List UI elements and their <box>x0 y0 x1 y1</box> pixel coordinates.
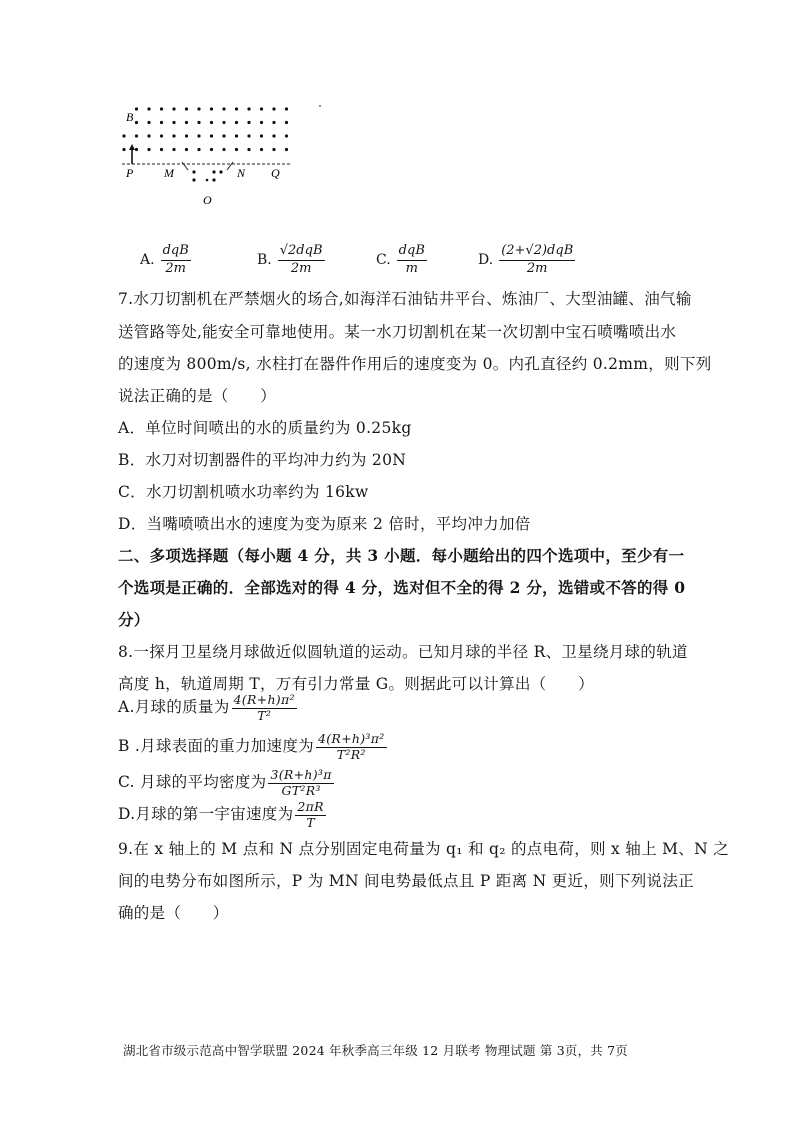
fraction-denominator: 2m <box>290 260 312 276</box>
field-dot <box>235 134 238 137</box>
fraction-numerator: (2+√2)dqB <box>499 244 575 261</box>
field-dot <box>260 148 263 151</box>
field-dot <box>285 148 288 151</box>
o-point-dot <box>206 179 209 182</box>
q8-option-a <box>118 693 297 723</box>
field-dot <box>210 134 213 137</box>
field-dot <box>285 107 288 110</box>
field-dot <box>192 178 195 181</box>
q7-option-d: D．当嘴喷喷出水的速度为变为原来 2 倍时，平均冲力加倍 <box>118 515 531 533</box>
option-letter: B. <box>257 252 272 269</box>
field-diagram <box>110 100 340 215</box>
formula-numerator: 4(R+h)³π² <box>317 731 385 746</box>
fraction-numerator: dqB <box>397 244 427 261</box>
field-dot <box>235 148 238 151</box>
field-dot <box>222 107 225 110</box>
formula-denominator: T²R² <box>336 746 366 762</box>
q7-stem-line-4: 说法正确的是（ ） <box>118 387 277 405</box>
q9-stem-line-3: 确的是（ ） <box>118 904 229 922</box>
field-dot <box>285 121 288 124</box>
field-dot <box>160 121 163 124</box>
fraction-denominator: 2m <box>165 260 186 276</box>
fraction-denominator: 2m <box>526 260 548 276</box>
field-dot <box>135 121 138 124</box>
slit-n <box>227 162 233 170</box>
field-dot <box>260 134 263 137</box>
q7-stem-line-3: 的速度为 800m/s, 水柱打在器件作用后的速度变为 0。内孔直径约 0.2mm，则下列 <box>118 355 712 373</box>
field-dot <box>210 107 213 110</box>
option-fraction <box>161 244 191 277</box>
field-dot <box>235 107 238 110</box>
label-o: O <box>203 193 212 207</box>
page-footer: 湖北省市级示范高中智学联盟 2024 年秋季高三年级 12 月联考 物理试题 第 3页，共 7页 <box>123 1043 629 1058</box>
magnetic-field-dots <box>122 107 288 181</box>
field-dot <box>160 134 163 137</box>
field-dot <box>172 121 175 124</box>
option-formula <box>268 768 333 798</box>
field-dot <box>197 148 200 151</box>
field-dot <box>219 170 222 173</box>
field-dot <box>272 107 275 110</box>
option-letter: A. <box>140 252 155 269</box>
field-dot <box>260 121 263 124</box>
field-dot <box>222 134 225 137</box>
formula-numerator: 4(R+h)π² <box>233 692 295 707</box>
option-text: B .月球表面的重力加速度为 <box>118 736 314 755</box>
option-formula <box>316 732 387 762</box>
q7-stem-line-2: 送管路等处,能安全可靠地使用。某一水刀切割机在某一次切割中宝石喷嘴喷出水 <box>118 323 677 341</box>
q7-option-b: B．水刀对切割器件的平均冲力约为 20N <box>118 451 407 469</box>
q6-option-c <box>376 244 427 277</box>
field-dot <box>147 148 150 151</box>
field-dot <box>185 107 188 110</box>
label-b: B <box>126 110 134 124</box>
q8-option-d <box>118 800 326 830</box>
field-dot <box>147 134 150 137</box>
field-dot <box>172 134 175 137</box>
slit-m <box>182 162 188 170</box>
q8-option-c <box>118 768 334 798</box>
field-dot <box>222 148 225 151</box>
section2-heading-line-1: 二、多项选择题（每小题 4 分，共 3 小题．每小题给出的四个选项中，至少有一 <box>118 546 685 565</box>
field-dot <box>160 148 163 151</box>
q6-option-a <box>140 244 191 277</box>
q8-option-b <box>118 732 387 762</box>
field-dot <box>210 148 213 151</box>
field-dot <box>260 107 263 110</box>
formula-denominator: T <box>306 814 315 830</box>
field-dot <box>197 121 200 124</box>
label-q: Q <box>271 166 280 180</box>
q7-option-a: A．单位时间喷出的水的质量约为 0.25kg <box>118 419 412 437</box>
option-formula <box>295 800 325 830</box>
field-dot <box>272 148 275 151</box>
formula-denominator: GT²R³ <box>281 782 321 798</box>
field-dot <box>122 134 125 137</box>
formula-numerator: 3(R+h)³π <box>270 767 332 782</box>
fraction-denominator: m <box>405 260 418 276</box>
field-dot <box>135 107 138 110</box>
q8-stem-line-2: 高度 h，轨道周期 T，万有引力常量 G。则据此可以计算出（ ） <box>118 675 594 693</box>
field-dot <box>197 107 200 110</box>
q8-stem-line-1: 8.一探月卫星绕月球做近似圆轨道的运动。已知月球的半径 R、卫星绕月球的轨道 <box>118 643 688 661</box>
option-letter: D. <box>478 252 494 269</box>
formula-numerator: 2πR <box>297 799 324 814</box>
field-dot <box>172 107 175 110</box>
option-fraction <box>278 244 325 277</box>
field-dot <box>222 121 225 124</box>
velocity-arrow-head <box>129 144 135 150</box>
option-text: D.月球的第一宇宙速度为 <box>118 804 294 823</box>
field-dot <box>147 121 150 124</box>
field-dot <box>185 148 188 151</box>
field-dot <box>197 134 200 137</box>
option-letter: C. <box>376 252 391 269</box>
field-dot <box>212 170 215 173</box>
field-dot <box>247 134 250 137</box>
q9-stem-line-1: 9.在 x 轴上的 M 点和 N 点分别固定电荷量为 q₁ 和 q₂ 的点电荷，则 x 轴上 M、N 之 <box>118 840 729 858</box>
field-dot <box>212 178 215 181</box>
option-text: A.月球的质量为 <box>118 697 230 716</box>
fraction-numerator: √2dqB <box>278 244 325 261</box>
option-fraction <box>397 244 427 277</box>
label-m: M <box>164 166 174 180</box>
field-dot <box>272 134 275 137</box>
option-text: C. 月球的平均密度为 <box>118 772 267 791</box>
section2-heading-line-3: 分） <box>118 610 150 629</box>
field-dot <box>235 121 238 124</box>
field-dot <box>122 148 125 151</box>
stray-mark <box>319 105 321 107</box>
fraction-numerator: dqB <box>161 244 191 261</box>
field-dot <box>160 107 163 110</box>
field-dot <box>192 170 195 173</box>
field-dot <box>135 134 138 137</box>
q7-option-c: C．水刀切割机喷水功率约为 16kw <box>118 483 369 501</box>
formula-denominator: T² <box>257 707 272 723</box>
option-fraction <box>499 244 575 277</box>
field-dot <box>210 121 213 124</box>
field-dot <box>285 134 288 137</box>
field-dot <box>147 107 150 110</box>
label-p: P <box>126 166 134 180</box>
q6-option-d <box>478 244 575 277</box>
field-dot <box>172 148 175 151</box>
section2-heading-line-2: 个选项是正确的．全部选对的得 4 分，选对但不全的得 2 分，选错或不答的得 0 <box>118 578 686 597</box>
q6-option-b <box>257 244 325 277</box>
field-dot <box>135 148 138 151</box>
q9-stem-line-2: 间的电势分布如图所示，P 为 MN 间电势最低点且 P 距离 N 更近，则下列说法正 <box>118 872 694 890</box>
label-n: N <box>237 166 246 180</box>
field-dot <box>185 134 188 137</box>
magnetic-field-figure <box>110 100 340 215</box>
field-dot <box>247 148 250 151</box>
q7-stem-line-1: 7.水刀切割机在严禁烟火的场合,如海洋石油钻井平台、炼油厂、大型油罐、油气输 <box>118 290 692 308</box>
field-dot <box>247 107 250 110</box>
field-dot <box>247 121 250 124</box>
option-formula <box>232 693 297 723</box>
field-dot <box>272 121 275 124</box>
field-dot <box>185 121 188 124</box>
